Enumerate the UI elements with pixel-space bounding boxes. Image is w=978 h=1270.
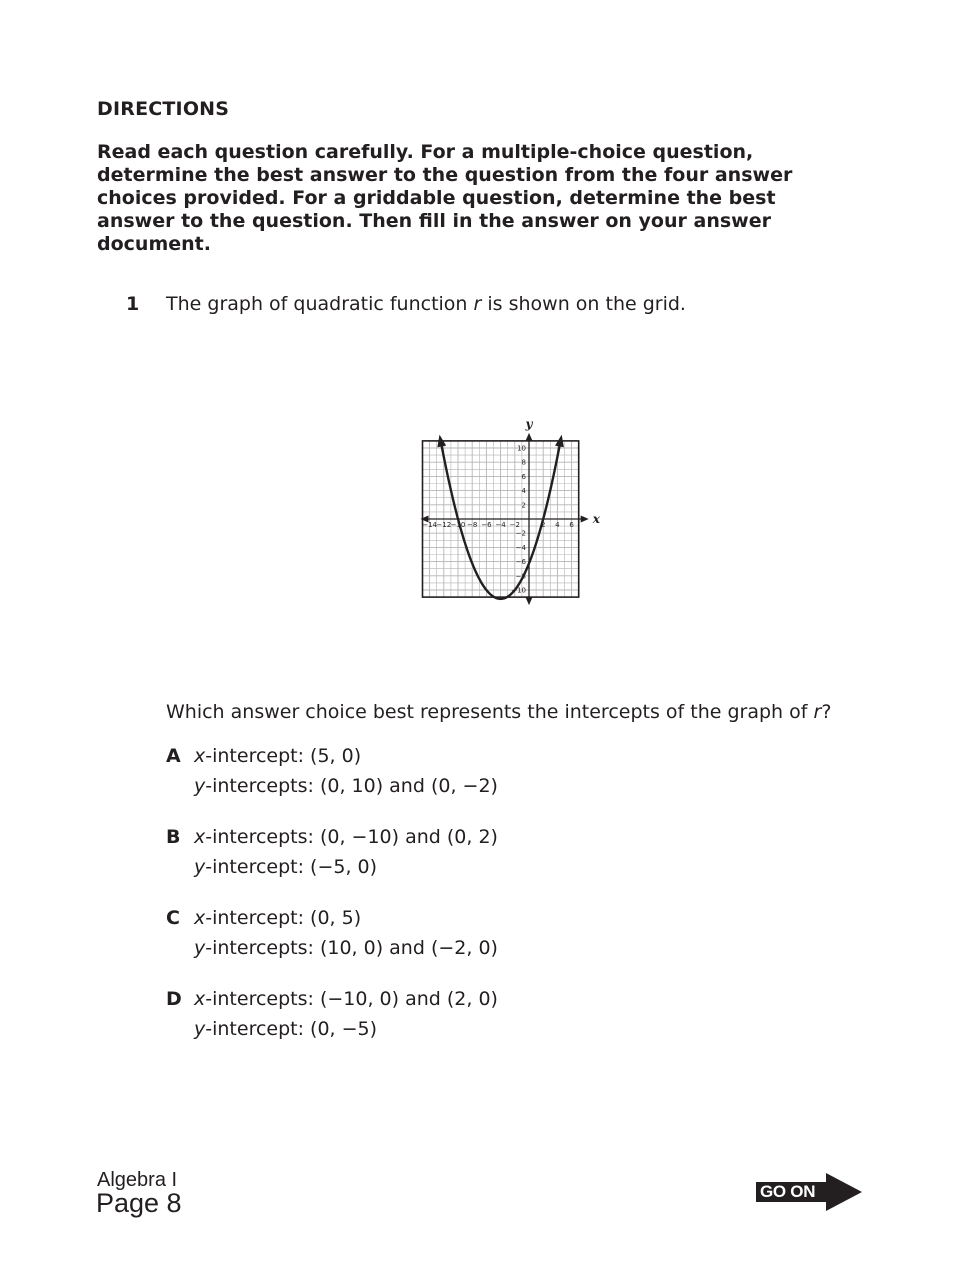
question-prompt: [166, 701, 831, 723]
go-on-button[interactable]: [756, 1173, 862, 1211]
y-axis-arrow-up-icon: [526, 433, 533, 441]
question-stem: [166, 293, 686, 315]
stem-text-before: The graph of quadratic function: [166, 293, 474, 315]
choice-line: [194, 741, 498, 771]
go-on-label: GO ON: [760, 1182, 816, 1201]
prompt-text-after: ?: [821, 701, 832, 723]
y-axis-label: y: [525, 416, 533, 431]
choice-letter: B: [166, 826, 181, 848]
choice-line: [194, 903, 498, 933]
prompt-text-before: Which answer choice best represents the intercepts of the graph of: [166, 701, 814, 723]
choice-letter: C: [166, 907, 180, 929]
y-tick-label: 6: [521, 472, 526, 481]
x-tick-label: −14: [422, 521, 437, 529]
choice-var: y: [194, 937, 206, 959]
choice-letter: A: [166, 745, 181, 767]
choice-text: -intercept: (0, −5): [205, 1018, 378, 1040]
choice-text: -intercepts: (0, −10) and (0, 2): [205, 826, 498, 848]
x-tick-label: −4: [495, 521, 506, 529]
y-tick-label: −10: [511, 586, 526, 595]
y-tick-label: −8: [515, 572, 526, 581]
y-tick-label: −4: [515, 543, 526, 552]
stem-text-after: is shown on the grid.: [481, 293, 686, 315]
y-tick-label: 10: [517, 444, 526, 453]
coordinate-grid: [300, 338, 660, 683]
x-tick-label: −12: [436, 521, 452, 529]
y-tick-label: 4: [521, 487, 526, 496]
choice-var: y: [194, 775, 206, 797]
choice-line: [194, 984, 498, 1014]
y-tick-label: 8: [521, 458, 526, 467]
choice-text: -intercepts: (0, 10) and (0, −2): [205, 775, 498, 797]
y-axis-arrow-down-icon: [526, 597, 533, 605]
choice-var: x: [194, 907, 206, 929]
choice-text: -intercepts: (−10, 0) and (2, 0): [205, 988, 498, 1010]
choice-var: y: [194, 1018, 206, 1040]
choice-text: -intercepts: (10, 0) and (−2, 0): [205, 937, 498, 959]
choice-text: -intercept: (0, 5): [205, 907, 362, 929]
choice-var: x: [194, 988, 206, 1010]
choice-var: y: [194, 856, 206, 878]
choice-line: [194, 822, 498, 852]
choice-line: [194, 933, 498, 963]
choice-var: x: [194, 745, 206, 767]
choice-text: -intercept: (5, 0): [205, 745, 362, 767]
quadratic-graph: [300, 338, 660, 683]
choice-line: [194, 852, 498, 882]
question-number: 1: [126, 293, 140, 315]
x-tick-label: 6: [569, 521, 574, 529]
choice-line: [194, 1014, 498, 1044]
footer-subject: Algebra I: [97, 1169, 178, 1191]
y-tick-label: −6: [515, 558, 526, 567]
choice-text: -intercept: (−5, 0): [205, 856, 378, 878]
choice-letter: D: [166, 988, 182, 1010]
right-arrow-icon: [826, 1173, 862, 1211]
y-tick-label: 2: [521, 501, 526, 510]
x-axis-arrow-right-icon: [581, 516, 589, 523]
x-tick-label: −2: [509, 521, 520, 529]
page-number: Page 8: [96, 1188, 182, 1218]
choice-var: x: [194, 826, 206, 848]
stem-variable: r: [473, 293, 482, 315]
directions-text: Read each question carefully. For a multiple-choice question, determine the best answer to the question from the four answer choices provided. For a griddable question, determine the best answer to the question. Then fill in the answer on your answer document.: [97, 141, 793, 255]
y-tick-label: −2: [515, 529, 526, 538]
prompt-variable: r: [813, 701, 822, 723]
x-tick-label: −8: [467, 521, 478, 529]
directions-title: DIRECTIONS: [97, 98, 230, 120]
x-tick-label: −6: [481, 521, 492, 529]
x-tick-label: 4: [555, 521, 560, 529]
x-tick-label: 2: [540, 521, 546, 529]
x-axis-label: x: [592, 512, 600, 526]
x-tick-label: −10: [450, 521, 466, 529]
choice-line: [194, 771, 498, 801]
